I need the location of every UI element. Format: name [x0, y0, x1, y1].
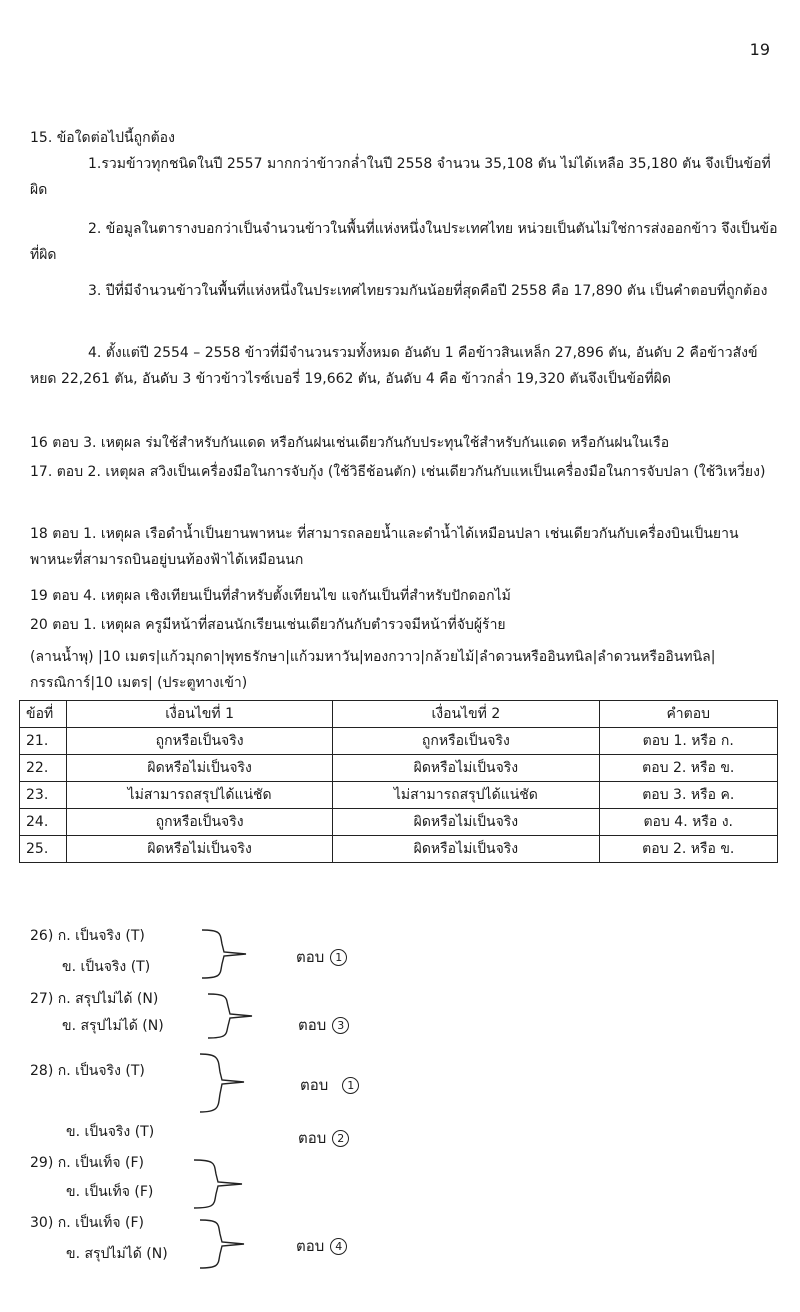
q28-answer-2	[298, 1126, 349, 1150]
table-row	[20, 728, 778, 755]
answer-18: 18 ตอบ 1. เหตุผล เรือดำน้ำเป็นยานพาหนะ ที่สามารถลอยน้ำและดำน้ำได้เหมือนปลา เช่นเดียวกันกับเครื่องบินเป็นยานพาหนะที่สามารถบินอยู่บนท้องฟ้าได้เหมือนนก	[30, 526, 739, 568]
q28-answer	[300, 1073, 359, 1097]
sequence-line: (ลานน้ำพุ) |10 เมตร|แก้วมุกดา|พุทธรักษา|แก้วมหาวัน|ทองกวาว|กล้วยไม้|ลำดวนหรืออินทนิล|ลำดวนหรืออินทนิล|กรรณิการ์|10 เมตร| (ประตูทางเข้า)	[30, 649, 716, 691]
q27-answer	[298, 1013, 349, 1037]
q27-option-a: 27) ก. สรุปไม่ได้ (N)	[30, 991, 159, 1007]
q30-answer	[296, 1234, 347, 1258]
q27-option-b: ข. สรุปไม่ได้ (N)	[62, 1018, 164, 1034]
q30-option-a: 30) ก. เป็นเท็จ (F)	[30, 1215, 144, 1231]
q26-option-a: 26) ก. เป็นจริง (T)	[30, 928, 145, 944]
header-no: ข้อที่	[20, 701, 67, 728]
cell-answer: ตอบ 3. หรือ ค.	[599, 782, 778, 809]
q30-option-b: ข. สรุปไม่ได้ (N)	[66, 1246, 168, 1262]
header-condition-2: เงื่อนไขที่ 2	[333, 701, 599, 728]
cell-condition-2: ผิดหรือไม่เป็นจริง	[333, 755, 599, 782]
q15-heading: 15. ข้อใดต่อไปนี้ถูกต้อง	[30, 130, 175, 146]
answer-20: 20 ตอบ 1. เหตุผล ครูมีหน้าที่สอนนักเรียนเช่นเดียวกันกับตำรวจมีหน้าที่จับผู้ร้าย	[30, 617, 506, 633]
cell-condition-1: ถูกหรือเป็นจริง	[67, 728, 333, 755]
answer-19: 19 ตอบ 4. เหตุผล เชิงเทียนเป็นที่สำหรับตั้งเทียนไข แจกันเป็นที่สำหรับปักดอกไม้	[30, 588, 511, 604]
q28-answer-2-label: ตอบ	[298, 1129, 327, 1147]
cell-no: 21.	[20, 728, 67, 755]
table-row	[20, 836, 778, 863]
answer-table	[19, 700, 778, 863]
cell-condition-2: ผิดหรือไม่เป็นจริง	[333, 836, 599, 863]
q27-answer-number: 3	[332, 1017, 349, 1034]
page-number: 19	[749, 40, 770, 59]
q28-answer-number: 1	[342, 1077, 359, 1094]
q29-option-b: ข. เป็นเท็จ (F)	[66, 1184, 154, 1200]
cell-condition-1: ถูกหรือเป็นจริง	[67, 809, 333, 836]
q27-brace-icon	[206, 992, 256, 1040]
cell-answer: ตอบ 4. หรือ ง.	[599, 809, 778, 836]
cell-no: 22.	[20, 755, 67, 782]
q30-answer-number: 4	[330, 1238, 347, 1255]
q15-item-3: 3. ปีที่มีจำนวนข้าวในพื้นที่แห่งหนึ่งในประเทศไทยรวมกันน้อยที่สุดคือปี 2558 คือ 17,890 ตัน เป็นคำตอบที่ถูกต้อง	[88, 283, 768, 299]
q26-answer-number: 1	[330, 949, 347, 966]
q28-option-a: 28) ก. เป็นจริง (T)	[30, 1063, 145, 1079]
cell-condition-2: ถูกหรือเป็นจริง	[333, 728, 599, 755]
q26-brace-icon	[200, 928, 250, 980]
cell-no: 25.	[20, 836, 67, 863]
q28-answer-2-number: 2	[332, 1130, 349, 1147]
q30-brace-icon	[198, 1218, 248, 1270]
cell-condition-1: ไม่สามารถสรุปได้แน่ชัด	[67, 782, 333, 809]
cell-answer: ตอบ 2. หรือ ข.	[599, 755, 778, 782]
q26-option-b: ข. เป็นจริง (T)	[62, 959, 151, 975]
cell-condition-1: ผิดหรือไม่เป็นจริง	[67, 755, 333, 782]
table-row	[20, 809, 778, 836]
header-condition-1: เงื่อนไขที่ 1	[67, 701, 333, 728]
q15-item-4: 4. ตั้งแต่ปี 2554 – 2558 ข้าวที่มีจำนวนรวมทั้งหมด อันดับ 1 คือข้าวสินเหล็ก 27,896 ตัน, อันดับ 2 คือข้าวสังข์หยด 22,261 ตัน, อันดับ 3 ข้าวข้าวไรซ์เบอรี่ 19,662 ตัน, อันดับ 4 คือ ข้าวกล่ำ 19,320 ตันจึงเป็นข้อที่ผิด	[30, 345, 758, 387]
q26-answer	[296, 945, 347, 969]
q28-answer-label: ตอบ	[300, 1076, 329, 1094]
q29-option-a: 29) ก. เป็นเท็จ (F)	[30, 1155, 144, 1171]
cell-condition-2: ไม่สามารถสรุปได้แน่ชัด	[333, 782, 599, 809]
q28-brace-icon	[198, 1052, 248, 1114]
cell-condition-2: ผิดหรือไม่เป็นจริง	[333, 809, 599, 836]
q26-answer-label: ตอบ	[296, 948, 325, 966]
table-header-row	[20, 701, 778, 728]
cell-answer: ตอบ 2. หรือ ข.	[599, 836, 778, 863]
table-row	[20, 755, 778, 782]
q15-item-2: 2. ข้อมูลในตารางบอกว่าเป็นจำนวนข้าวในพื้นที่แห่งหนึ่งในประเทศไทย หน่วยเป็นตันไม่ใช่การส่งออกข้าว จึงเป็นข้อที่ผิด	[30, 221, 778, 263]
answer-16: 16 ตอบ 3. เหตุผล ร่มใช้สำหรับกันแดด หรือกันฝนเช่นเดียวกันกับประทุนใช้สำหรับกันแดด หรือกันฝนในเรือ	[30, 435, 670, 451]
cell-condition-1: ผิดหรือไม่เป็นจริง	[67, 836, 333, 863]
q28-option-b: ข. เป็นจริง (T)	[66, 1124, 155, 1140]
cell-no: 24.	[20, 809, 67, 836]
cell-no: 23.	[20, 782, 67, 809]
q29-brace-icon	[192, 1158, 246, 1210]
table-row	[20, 782, 778, 809]
header-answer: คำตอบ	[599, 701, 778, 728]
q15-item-1: 1.รวมข้าวทุกชนิดในปี 2557 มากกว่าข้าวกล่ำในปี 2558 จำนวน 35,108 ตัน ไม่ได้เหลือ 35,180 ตัน จึงเป็นข้อที่ผิด	[30, 156, 771, 198]
answer-17: 17. ตอบ 2. เหตุผล สวิงเป็นเครื่องมือในการจับกุ้ง (ใช้วิธีช้อนตัก) เช่นเดียวกันกับแหเป็นเครื่องมือในการจับปลา (ใช้วิเหวี่ยง)	[30, 464, 766, 480]
q27-answer-label: ตอบ	[298, 1016, 327, 1034]
cell-answer: ตอบ 1. หรือ ก.	[599, 728, 778, 755]
q30-answer-label: ตอบ	[296, 1237, 325, 1255]
